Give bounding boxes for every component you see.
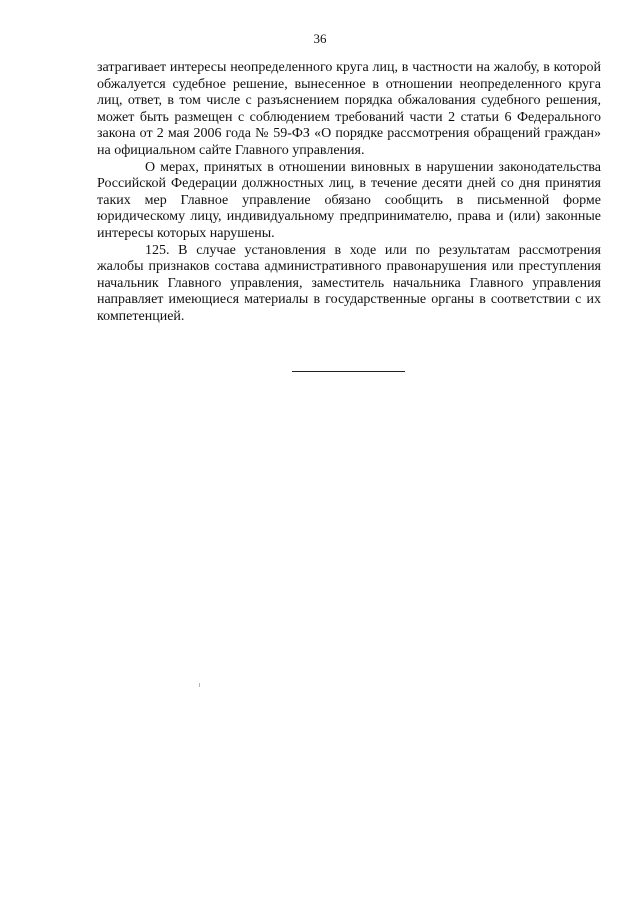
paragraph-continuation: затрагивает интересы неопределенного круга лиц, в частности на жалобу, в которой обжалуется судебное решение, вынесенное в отношении неопределенного круга лиц, ответ, в том числе с разъяснением порядка обжалования судебного решения, может быть размещен с соблюдением требований части 2 статьи 6 Федерального закона от 2 мая 2006 года № 59-ФЗ «О порядке рассмотрения обращений граждан» на официальном сайте Главного управления. — [97, 60, 601, 158]
page-number: 36 — [313, 31, 327, 46]
paragraph-item-125: 125. В случае установления в ходе или по результатам рассмотрения жалобы признаков состава административного правонарушения или преступления начальник Главного управления, заместитель начальника Главного управления направляет имеющиеся материалы в государственные органы в соответствии с их компетенцией. — [97, 242, 601, 324]
end-of-text-rule — [292, 371, 405, 372]
scan-speck — [199, 683, 200, 687]
paragraph-measures: О мерах, принятых в отношении виновных в нарушении законодательства Российской Федерации должностных лиц, в течение десяти дней со дня принятия таких мер Главное управление обязано сообщить в письменной форме юридическому лицу, индивидуальному предпринимателю, права и (или) законные интересы которых нарушены. — [97, 159, 601, 241]
document-body — [97, 60, 601, 326]
